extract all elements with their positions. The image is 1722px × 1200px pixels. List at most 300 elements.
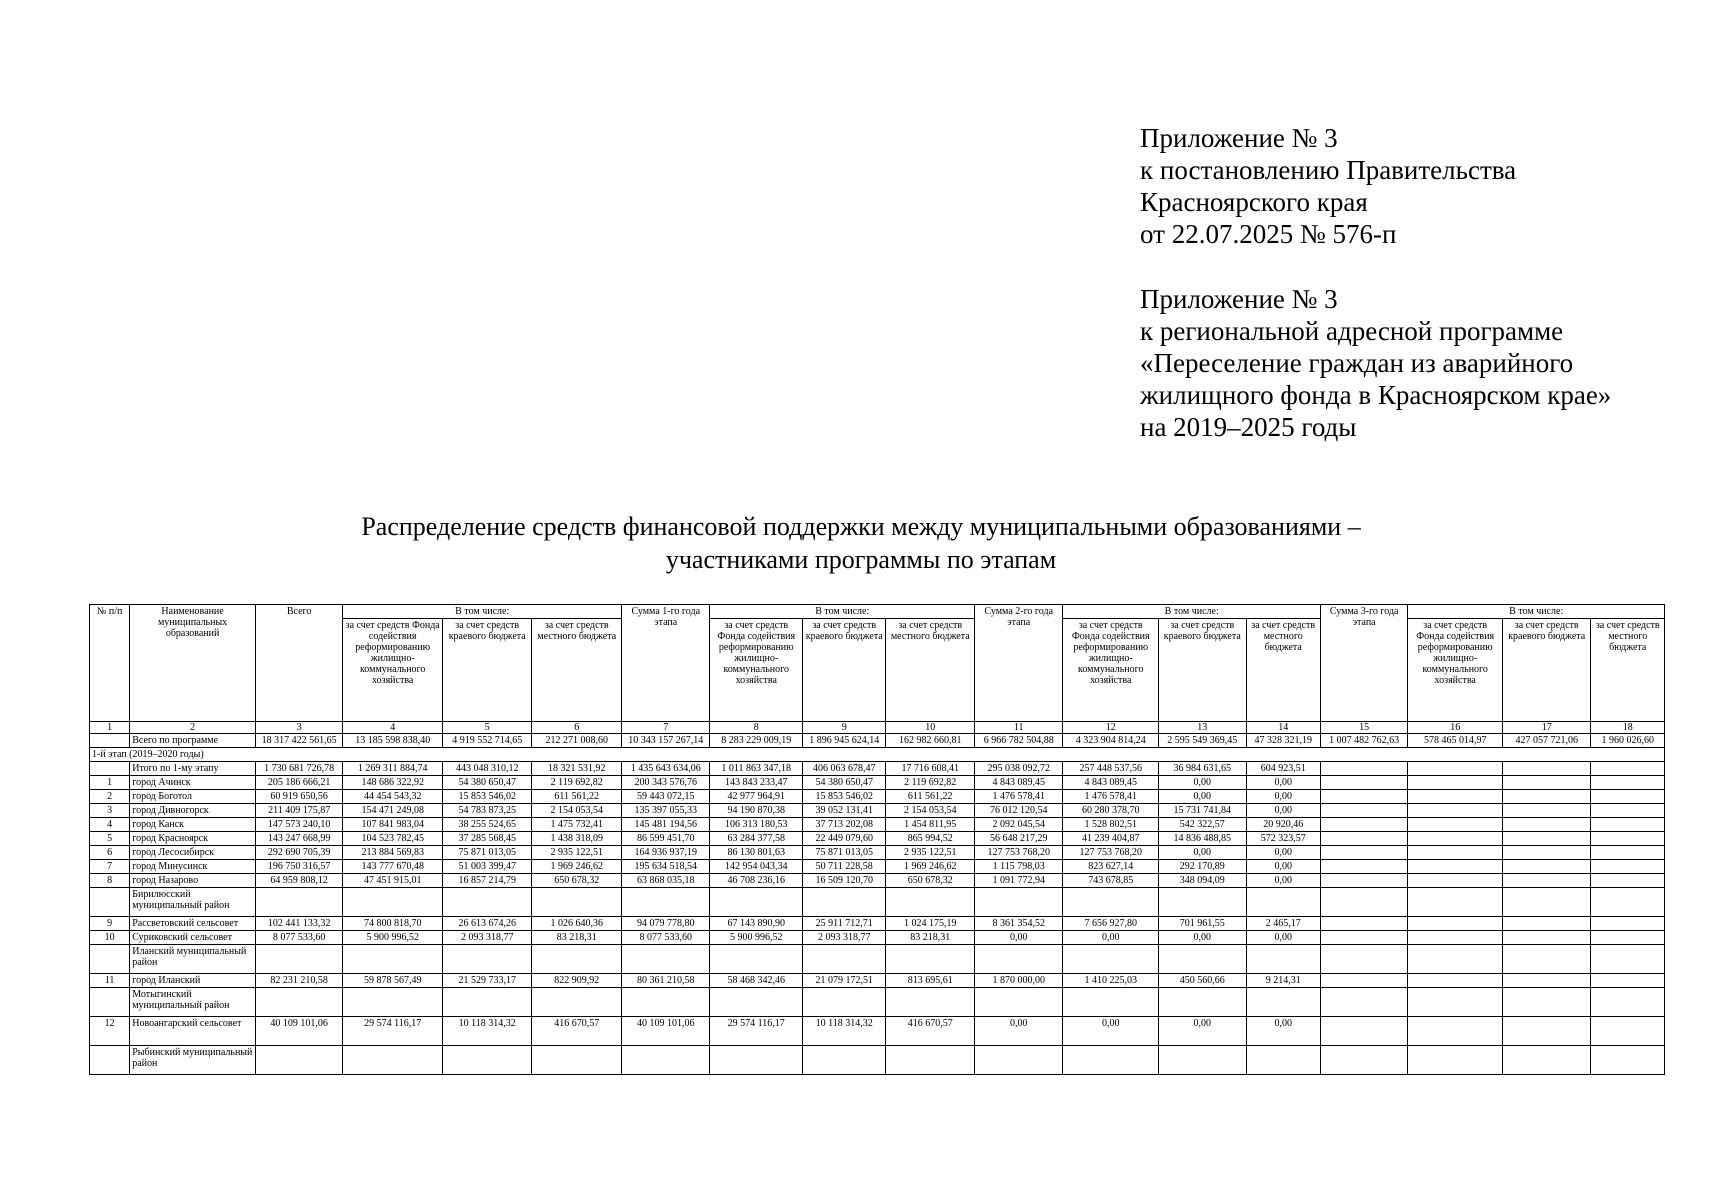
header-fund-source: за счет средств Фонда содействия реформированию жилищно-коммунального хозяйства [710, 619, 803, 722]
amount-cell: 1 435 643 634,06 [621, 762, 710, 776]
header-regional-budget: за счет средств краевого бюджета [803, 619, 886, 722]
amount-cell [1320, 804, 1407, 818]
amount-cell: 10 343 157 267,14 [621, 734, 710, 748]
amount-cell [343, 945, 443, 974]
table-row [90, 776, 1665, 790]
amount-cell: 1 528 802,51 [1063, 818, 1159, 832]
amount-cell: 2 595 549 369,45 [1159, 734, 1246, 748]
amount-cell [1591, 846, 1665, 860]
amount-cell [1320, 1017, 1407, 1046]
amount-cell: 4 323 904 814,24 [1063, 734, 1159, 748]
amount-cell: 39 052 131,41 [803, 804, 886, 818]
amount-cell [1502, 776, 1591, 790]
amount-cell: 83 218,31 [886, 931, 975, 945]
amount-cell: 7 656 927,80 [1063, 917, 1159, 931]
amount-cell: 94 079 778,80 [621, 917, 710, 931]
table-row [90, 790, 1665, 804]
amount-cell: 2 935 122,51 [886, 846, 975, 860]
municipality-name-cell: город Красноярск [130, 832, 256, 846]
amount-cell: 443 048 310,12 [442, 762, 532, 776]
amount-cell: 83 218,31 [532, 931, 622, 945]
amount-cell [1063, 888, 1159, 917]
amount-cell [532, 945, 622, 974]
row-number-cell: 2 [90, 790, 130, 804]
amount-cell [1502, 888, 1591, 917]
amount-cell: 0,00 [1246, 776, 1320, 790]
stage-row [90, 748, 1665, 762]
amount-cell: 292 170,89 [1159, 860, 1246, 874]
table-row [90, 931, 1665, 945]
amount-cell [255, 988, 342, 1017]
table-row [90, 1046, 1665, 1075]
amount-cell: 9 214,31 [1246, 974, 1320, 988]
amount-cell [974, 888, 1063, 917]
amount-cell [1063, 988, 1159, 1017]
header-total: Всего [255, 605, 342, 722]
amount-cell [1159, 945, 1246, 974]
row-number-cell [90, 762, 130, 776]
column-index-cell: 6 [532, 722, 622, 734]
municipality-name-cell: Итого по 1-му этапу [130, 762, 256, 776]
amount-cell: 1 438 318,09 [532, 832, 622, 846]
amount-cell: 36 984 631,65 [1159, 762, 1246, 776]
amount-cell: 0,00 [1246, 860, 1320, 874]
amount-cell [442, 988, 532, 1017]
amount-cell [1591, 1046, 1665, 1075]
amount-cell [1502, 1017, 1591, 1046]
amount-cell [1502, 917, 1591, 931]
amount-cell [1502, 790, 1591, 804]
amount-cell [1159, 888, 1246, 917]
amount-cell: 2 093 318,77 [442, 931, 532, 945]
table-row [90, 762, 1665, 776]
amount-cell: 213 884 569,83 [343, 846, 443, 860]
amount-cell [1408, 832, 1503, 846]
amount-cell [1408, 888, 1503, 917]
amount-cell: 2 119 692,82 [886, 776, 975, 790]
amount-cell: 154 471 249,08 [343, 804, 443, 818]
amount-cell: 15 853 546,02 [803, 790, 886, 804]
amount-cell [442, 1046, 532, 1075]
amount-cell: 63 284 377,58 [710, 832, 803, 846]
amount-cell: 143 247 668,99 [255, 832, 342, 846]
amount-cell: 143 777 670,48 [343, 860, 443, 874]
amount-cell: 40 109 101,06 [621, 1017, 710, 1046]
amount-cell: 1 091 772,94 [974, 874, 1063, 888]
amount-cell [442, 945, 532, 974]
amount-cell [1320, 818, 1407, 832]
amount-cell: 348 094,09 [1159, 874, 1246, 888]
amount-cell [886, 988, 975, 1017]
amount-cell: 1 011 863 347,18 [710, 762, 803, 776]
municipality-name-cell: город Ачинск [130, 776, 256, 790]
amount-cell [710, 945, 803, 974]
amount-cell: 822 909,92 [532, 974, 622, 988]
amount-cell [886, 945, 975, 974]
amount-cell: 416 670,57 [532, 1017, 622, 1046]
table-row [90, 860, 1665, 874]
amount-cell [621, 945, 710, 974]
amount-cell: 67 143 890,90 [710, 917, 803, 931]
appendix-line: от 22.07.2025 № 576-п [1140, 219, 1397, 249]
amount-cell: 427 057 721,06 [1502, 734, 1591, 748]
amount-cell [343, 888, 443, 917]
amount-cell: 75 871 013,05 [442, 846, 532, 860]
amount-cell [803, 888, 886, 917]
amount-cell: 0,00 [1159, 790, 1246, 804]
table-row [90, 917, 1665, 931]
amount-cell [1408, 931, 1503, 945]
amount-cell [1591, 832, 1665, 846]
amount-cell: 16 509 120,70 [803, 874, 886, 888]
amount-cell [621, 988, 710, 1017]
table-row [90, 734, 1665, 748]
column-index-cell: 14 [1246, 722, 1320, 734]
amount-cell [710, 988, 803, 1017]
amount-cell: 164 936 937,19 [621, 846, 710, 860]
amount-cell [1320, 832, 1407, 846]
amount-cell: 60 280 378,70 [1063, 804, 1159, 818]
amount-cell [1591, 945, 1665, 974]
amount-cell [974, 945, 1063, 974]
amount-cell: 1 476 578,41 [974, 790, 1063, 804]
amount-cell: 200 343 576,76 [621, 776, 710, 790]
amount-cell [1246, 888, 1320, 917]
amount-cell [1591, 1017, 1665, 1046]
amount-cell: 1 870 000,00 [974, 974, 1063, 988]
header-fund-source: за счет средств Фонда содействия реформированию жилищно-коммунального хозяйства [1063, 619, 1159, 722]
amount-cell: 102 441 133,32 [255, 917, 342, 931]
amount-cell: 0,00 [974, 931, 1063, 945]
amount-cell [1591, 888, 1665, 917]
column-index-cell: 4 [343, 722, 443, 734]
amount-cell: 2 465,17 [1246, 917, 1320, 931]
amount-cell: 21 079 172,51 [803, 974, 886, 988]
table-row [90, 818, 1665, 832]
amount-cell: 29 574 116,17 [710, 1017, 803, 1046]
amount-cell: 295 038 092,72 [974, 762, 1063, 776]
column-index-cell: 2 [130, 722, 256, 734]
amount-cell: 1 026 640,36 [532, 917, 622, 931]
row-number-cell: 5 [90, 832, 130, 846]
amount-cell [1320, 846, 1407, 860]
header-municipality: Наименование муниципальных образований [130, 605, 256, 722]
amount-cell: 0,00 [1246, 790, 1320, 804]
title-line: Распределение средств финансовой поддержки между муниципальными образованиями – [361, 512, 1361, 541]
amount-cell: 572 323,57 [1246, 832, 1320, 846]
amount-cell: 2 154 053,54 [886, 804, 975, 818]
row-number-cell: 4 [90, 818, 130, 832]
amount-cell: 148 686 322,92 [343, 776, 443, 790]
amount-cell: 29 574 116,17 [343, 1017, 443, 1046]
appendix-line: на 2019–2025 годы [1140, 412, 1357, 442]
municipality-name-cell: Мотыгинский муниципальный район [130, 988, 256, 1017]
table-row [90, 945, 1665, 974]
amount-cell: 1 730 681 726,78 [255, 762, 342, 776]
municipality-name-cell: Суриковский сельсовет [130, 931, 256, 945]
row-number-cell [90, 1046, 130, 1075]
header-including: В том числе: [710, 605, 975, 619]
stage-label: 1-й этап (2019–2020 годы) [90, 748, 1665, 762]
municipality-name-cell: город Канск [130, 818, 256, 832]
amount-cell [1408, 776, 1503, 790]
column-index-cell: 11 [974, 722, 1063, 734]
appendix-line: к постановлению Правительства [1140, 155, 1517, 185]
header-including: В том числе: [1063, 605, 1320, 619]
amount-cell [1320, 917, 1407, 931]
municipality-name-cell: город Боготол [130, 790, 256, 804]
amount-cell: 47 328 321,19 [1246, 734, 1320, 748]
amount-cell [1246, 945, 1320, 974]
appendix-line: к региональной адресной программе [1140, 316, 1564, 346]
amount-cell [1502, 762, 1591, 776]
amount-cell [1408, 874, 1503, 888]
amount-cell: 292 690 705,39 [255, 846, 342, 860]
appendix-line: Приложение № 3 [1140, 123, 1338, 153]
amount-cell: 25 911 712,71 [803, 917, 886, 931]
amount-cell: 162 982 660,81 [886, 734, 975, 748]
amount-cell: 86 130 801,63 [710, 846, 803, 860]
table-row [90, 804, 1665, 818]
appendix-line: «Переселение граждан из аварийного [1140, 348, 1574, 378]
amount-cell [710, 888, 803, 917]
table-row [90, 988, 1665, 1017]
amount-cell [1591, 804, 1665, 818]
amount-cell: 13 185 598 838,40 [343, 734, 443, 748]
table-row [90, 974, 1665, 988]
amount-cell: 63 868 035,18 [621, 874, 710, 888]
amount-cell [1591, 762, 1665, 776]
header-sum-year-2: Сумма 2-го года этапа [974, 605, 1063, 722]
amount-cell [1502, 974, 1591, 988]
amount-cell: 0,00 [974, 1017, 1063, 1046]
row-number-cell [90, 734, 130, 748]
row-number-cell [90, 888, 130, 917]
table-row [90, 874, 1665, 888]
column-index-cell: 17 [1502, 722, 1591, 734]
amount-cell: 1 024 175,19 [886, 917, 975, 931]
amount-cell: 51 003 399,47 [442, 860, 532, 874]
amount-cell: 17 716 608,41 [886, 762, 975, 776]
funding-distribution-table [89, 604, 1665, 1075]
amount-cell [710, 1046, 803, 1075]
row-number-cell [90, 988, 130, 1017]
amount-cell: 18 317 422 561,65 [255, 734, 342, 748]
amount-cell: 0,00 [1063, 931, 1159, 945]
column-index-cell: 12 [1063, 722, 1159, 734]
row-number-cell: 11 [90, 974, 130, 988]
amount-cell: 2 154 053,54 [532, 804, 622, 818]
amount-cell: 196 750 316,57 [255, 860, 342, 874]
amount-cell: 1 969 246,62 [886, 860, 975, 874]
amount-cell: 22 449 079,60 [803, 832, 886, 846]
row-number-cell: 1 [90, 776, 130, 790]
municipality-name-cell: Бирилюсский муниципальный район [130, 888, 256, 917]
amount-cell [255, 1046, 342, 1075]
header-regional-budget: за счет средств краевого бюджета [1159, 619, 1246, 722]
amount-cell [1591, 860, 1665, 874]
amount-cell [532, 1046, 622, 1075]
amount-cell [886, 1046, 975, 1075]
amount-cell [1591, 974, 1665, 988]
appendix-line: жилищного фонда в Красноярском крае» [1140, 380, 1612, 410]
amount-cell: 0,00 [1159, 931, 1246, 945]
amount-cell: 2 092 045,54 [974, 818, 1063, 832]
amount-cell [1320, 974, 1407, 988]
header-fund-source: за счет средств Фонда содействия реформированию жилищно-коммунального хозяйства [343, 619, 443, 722]
header-sum-year-3: Сумма 3-го года этапа [1320, 605, 1407, 722]
amount-cell [1591, 917, 1665, 931]
amount-cell: 823 627,14 [1063, 860, 1159, 874]
amount-cell [886, 888, 975, 917]
amount-cell [1408, 846, 1503, 860]
column-index-cell: 13 [1159, 722, 1246, 734]
municipality-name-cell: город Лесосибирск [130, 846, 256, 860]
amount-cell: 205 186 666,21 [255, 776, 342, 790]
amount-cell: 1 476 578,41 [1063, 790, 1159, 804]
amount-cell: 15 853 546,02 [442, 790, 532, 804]
amount-cell: 60 919 650,56 [255, 790, 342, 804]
amount-cell: 0,00 [1159, 1017, 1246, 1046]
amount-cell [1320, 945, 1407, 974]
amount-cell: 80 361 210,58 [621, 974, 710, 988]
row-number-cell: 12 [90, 1017, 130, 1046]
amount-cell: 38 255 524,65 [442, 818, 532, 832]
header-regional-budget: за счет средств краевого бюджета [442, 619, 532, 722]
amount-cell: 143 843 233,47 [710, 776, 803, 790]
amount-cell: 56 648 217,29 [974, 832, 1063, 846]
amount-cell: 127 753 768,20 [974, 846, 1063, 860]
amount-cell [1408, 917, 1503, 931]
amount-cell [255, 888, 342, 917]
amount-cell: 75 871 013,05 [803, 846, 886, 860]
header-local-budget: за счет средств местного бюджета [532, 619, 622, 722]
amount-cell: 94 190 870,38 [710, 804, 803, 818]
column-index-cell: 10 [886, 722, 975, 734]
column-index-cell: 5 [442, 722, 532, 734]
amount-cell: 1 410 225,03 [1063, 974, 1159, 988]
amount-cell: 127 753 768,20 [1063, 846, 1159, 860]
row-number-cell: 3 [90, 804, 130, 818]
funding-table-container [89, 604, 1665, 1075]
appendix-line: Красноярского края [1140, 187, 1368, 217]
amount-cell: 1 475 732,41 [532, 818, 622, 832]
appendix-line: Приложение № 3 [1140, 284, 1338, 314]
amount-cell: 15 731 741,84 [1159, 804, 1246, 818]
amount-cell [974, 1046, 1063, 1075]
amount-cell: 104 523 782,45 [343, 832, 443, 846]
row-number-cell: 8 [90, 874, 130, 888]
amount-cell [1591, 988, 1665, 1017]
amount-cell [255, 945, 342, 974]
amount-cell: 18 321 531,92 [532, 762, 622, 776]
amount-cell [1502, 832, 1591, 846]
amount-cell: 14 836 488,85 [1159, 832, 1246, 846]
amount-cell [1408, 1017, 1503, 1046]
amount-cell [442, 888, 532, 917]
amount-cell [1320, 931, 1407, 945]
amount-cell: 212 271 008,60 [532, 734, 622, 748]
column-index-cell: 8 [710, 722, 803, 734]
amount-cell: 37 713 202,08 [803, 818, 886, 832]
amount-cell: 406 063 678,47 [803, 762, 886, 776]
municipality-name-cell: Иланский муниципальный район [130, 945, 256, 974]
amount-cell [1063, 1046, 1159, 1075]
amount-cell: 1 969 246,62 [532, 860, 622, 874]
amount-cell [1320, 860, 1407, 874]
amount-cell: 21 529 733,17 [442, 974, 532, 988]
amount-cell: 1 960 026,60 [1591, 734, 1665, 748]
amount-cell [1408, 860, 1503, 874]
column-index-cell: 16 [1408, 722, 1503, 734]
amount-cell: 16 857 214,79 [442, 874, 532, 888]
amount-cell: 6 966 782 504,88 [974, 734, 1063, 748]
amount-cell: 0,00 [1246, 846, 1320, 860]
amount-cell: 86 599 451,70 [621, 832, 710, 846]
amount-cell [1159, 1046, 1246, 1075]
amount-cell: 4 843 089,45 [974, 776, 1063, 790]
municipality-name-cell: Всего по программе [130, 734, 256, 748]
title-line: участниками программы по этапам [665, 545, 1057, 574]
amount-cell: 0,00 [1159, 776, 1246, 790]
amount-cell: 54 380 650,47 [442, 776, 532, 790]
amount-cell: 47 451 915,01 [343, 874, 443, 888]
amount-cell: 54 380 650,47 [803, 776, 886, 790]
amount-cell [1320, 790, 1407, 804]
amount-cell: 5 900 996,52 [710, 931, 803, 945]
amount-cell: 450 560,66 [1159, 974, 1246, 988]
header-including: В том числе: [343, 605, 622, 619]
municipality-name-cell: Новоангарский сельсовет [130, 1017, 256, 1046]
amount-cell [532, 988, 622, 1017]
header-regional-budget: за счет средств краевого бюджета [1502, 619, 1591, 722]
amount-cell: 2 093 318,77 [803, 931, 886, 945]
table-row [90, 832, 1665, 846]
amount-cell: 142 954 043,34 [710, 860, 803, 874]
amount-cell: 135 397 055,33 [621, 804, 710, 818]
amount-cell [803, 945, 886, 974]
amount-cell: 8 283 229 009,19 [710, 734, 803, 748]
amount-cell [1408, 818, 1503, 832]
column-index-row [90, 722, 1665, 734]
table-row [90, 888, 1665, 917]
amount-cell [1063, 945, 1159, 974]
amount-cell [1502, 846, 1591, 860]
row-number-cell: 6 [90, 846, 130, 860]
amount-cell: 0,00 [1063, 1017, 1159, 1046]
column-index-cell: 3 [255, 722, 342, 734]
amount-cell: 42 977 964,91 [710, 790, 803, 804]
amount-cell: 1 115 798,03 [974, 860, 1063, 874]
amount-cell: 650 678,32 [886, 874, 975, 888]
municipality-name-cell: Рассветовский сельсовет [130, 917, 256, 931]
amount-cell [1246, 988, 1320, 1017]
amount-cell: 44 454 543,32 [343, 790, 443, 804]
amount-cell: 542 322,57 [1159, 818, 1246, 832]
amount-cell: 650 678,32 [532, 874, 622, 888]
amount-cell [1408, 790, 1503, 804]
document-title [0, 510, 1722, 576]
municipality-name-cell: город Дивногорск [130, 804, 256, 818]
amount-cell [803, 1046, 886, 1075]
municipality-name-cell: город Назарово [130, 874, 256, 888]
amount-cell [1502, 818, 1591, 832]
header-sum-year-1: Сумма 1-го года этапа [621, 605, 710, 722]
amount-cell [1591, 776, 1665, 790]
amount-cell [1408, 945, 1503, 974]
amount-cell [803, 988, 886, 1017]
amount-cell [621, 888, 710, 917]
